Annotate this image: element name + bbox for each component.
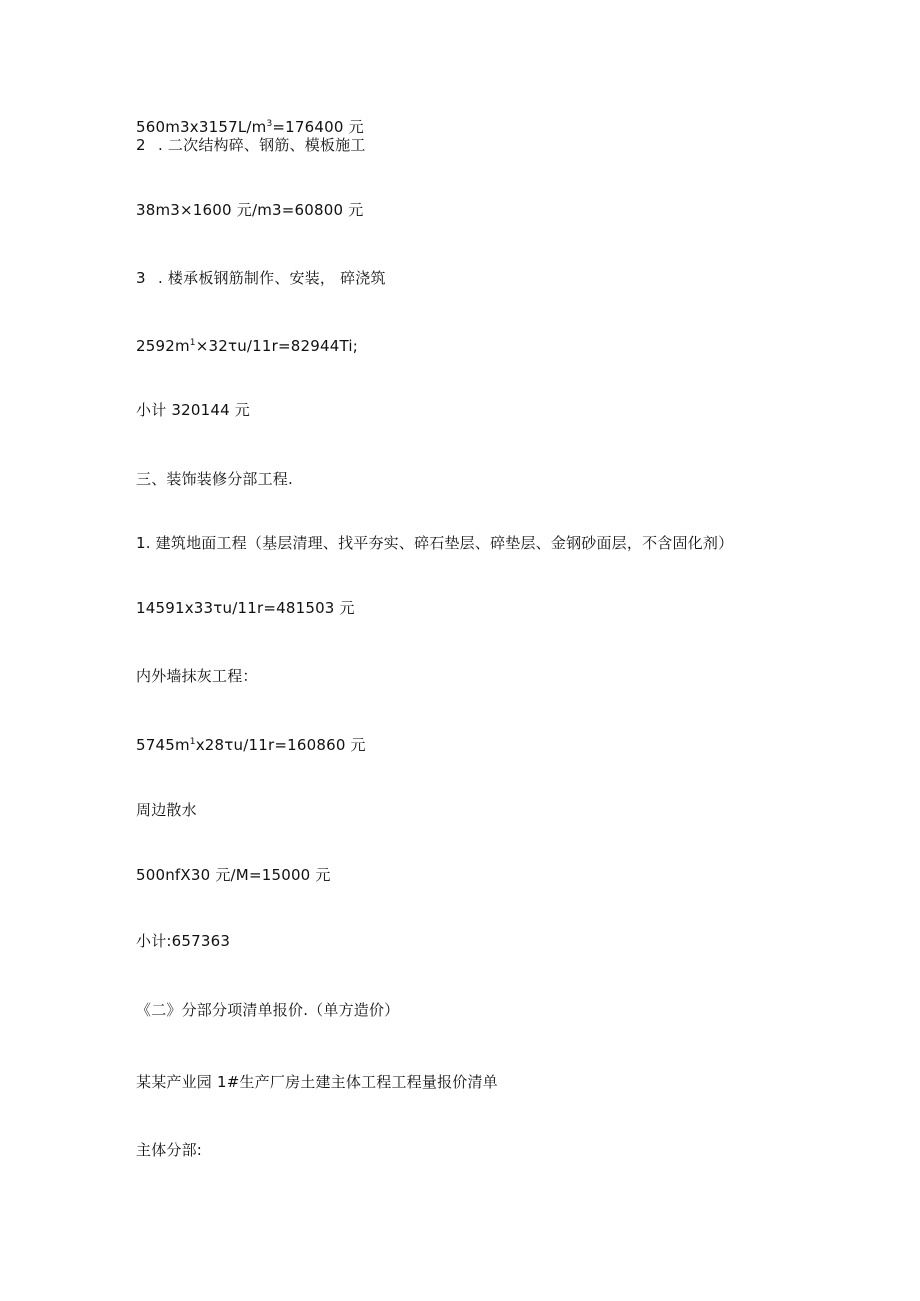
subtotal-structure: 小计 320144 元 — [136, 401, 250, 419]
calc-line-concrete — [136, 114, 364, 137]
item-2-number: 2 — [136, 136, 146, 154]
subtotal-decoration: 小计:657363 — [136, 932, 231, 950]
item-3-heading — [136, 268, 386, 288]
calc-line-plastering-superscript: 1 — [189, 737, 196, 747]
calc-line-concrete-superscript: 3 — [266, 119, 273, 129]
price-list-title: 某某产业园 1#生产厂房土建主体工程工程量报价清单 — [136, 1073, 498, 1091]
calc-line-concrete-result: =176400 元 — [272, 118, 364, 136]
item-3-text: . 楼承板钢筋制作、安装， 碎浇筑 — [158, 269, 386, 287]
item-3-number: 3 — [136, 269, 146, 287]
calc-line-floor-deck-result: ×32τu∕11r=82944Ti; — [195, 337, 359, 355]
item-2-heading — [136, 135, 366, 155]
section-heading-decoration: 三、装饰装修分部工程. — [136, 470, 293, 488]
calc-line-concrete-main: 560m3x3157L∕m — [136, 118, 267, 136]
calc-line-floor-works: 14591x33τu∕11r=481503 元 — [136, 599, 355, 617]
section-heading-price-list: 《二》分部分项清单报价.（单方造价） — [136, 1001, 400, 1019]
calc-line-plastering-main: 5745m — [136, 736, 190, 754]
item-1-floor-works: 1. 建筑地面工程（基层清理、找平夯实、碎石垫层、碎垫层、金钢砂面层，不含固化剂） — [136, 534, 734, 552]
calc-line-apron: 500nfX30 元∕M=15000 元 — [136, 866, 331, 884]
calc-line-plastering-result: x28τu∕11r=160860 元 — [195, 736, 366, 754]
plastering-heading: 内外墙抹灰工程： — [136, 667, 258, 685]
apron-heading: 周边散水 — [136, 801, 197, 819]
main-structure-heading: 主体分部: — [136, 1141, 203, 1159]
calc-line-floor-deck — [136, 333, 358, 356]
item-2-text: . 二次结构碎、钢筋、模板施工 — [158, 136, 366, 154]
calc-line-plastering — [136, 732, 366, 755]
calc-line-floor-deck-superscript: 1 — [189, 338, 196, 348]
calc-line-secondary-structure: 38m3×1600 元∕m3=60800 元 — [136, 201, 364, 219]
calc-line-floor-deck-main: 2592m — [136, 337, 190, 355]
